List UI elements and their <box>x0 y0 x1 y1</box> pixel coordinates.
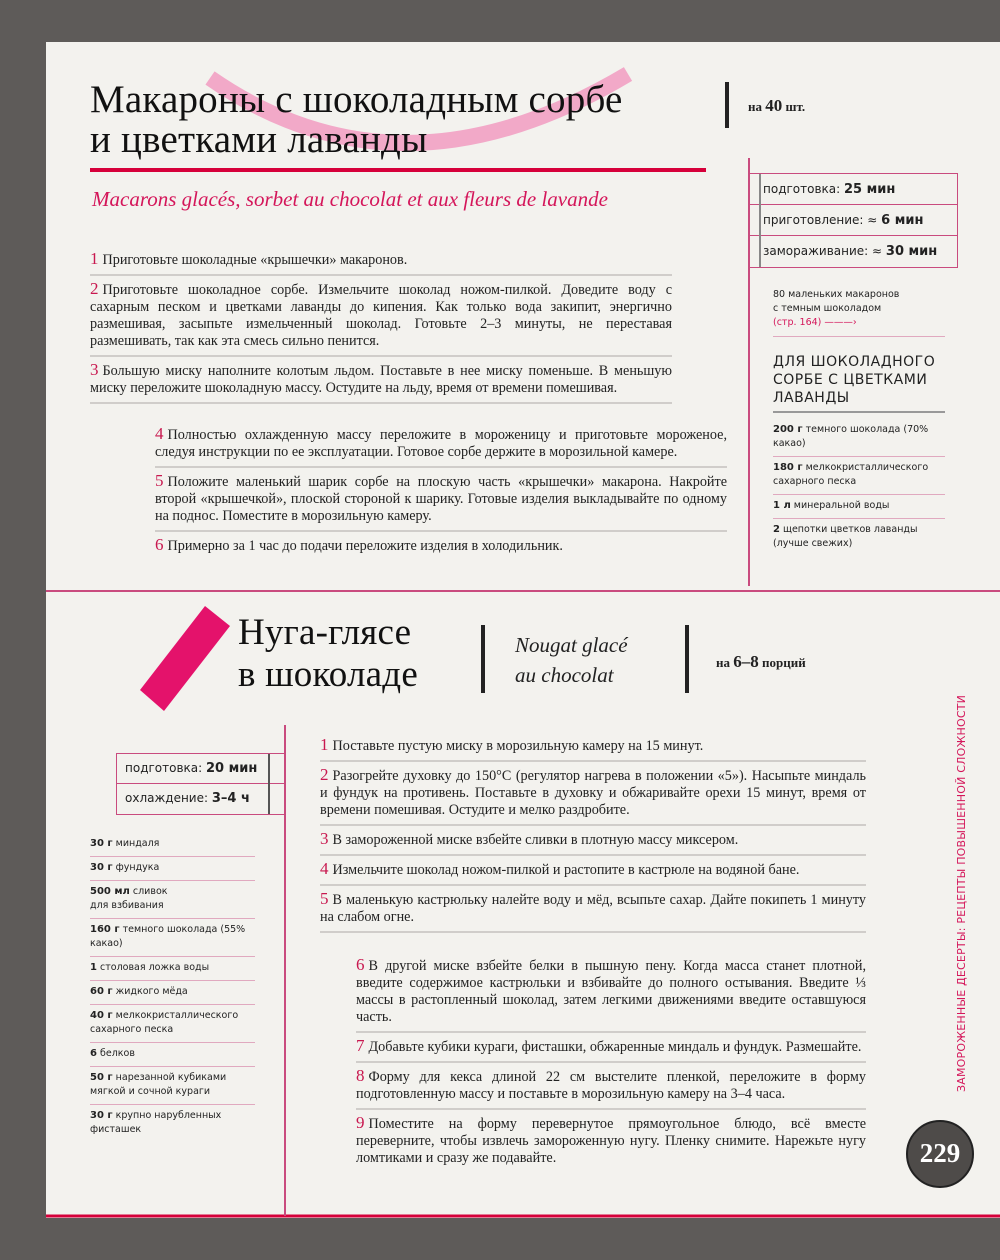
ingredient-text: столовая ложка воды <box>100 962 210 973</box>
ingredient-qty: 50 г <box>90 1072 113 1083</box>
arrow-right-icon: ———› <box>824 317 857 328</box>
step-number: 4 <box>155 424 164 443</box>
page-number: 229 <box>906 1120 974 1188</box>
time-value: 6 мин <box>881 213 924 228</box>
step <box>356 1110 866 1172</box>
step-text: Полностью охлажденную массу переложите в мороженицу и приготовьте мороженое, следуя инструкции по ее эксплуатации. Готовое сорбе держите в морозильной камере. <box>155 427 727 460</box>
step-text: Положите маленький шарик сорбе на плоскую часть «крышечки» макарона. Накройте второй «крышечкой», плоской стороной к шарику. Готовые изделия выкладывайте по одному на поднос. Поместите в морозильную камеру. <box>155 474 727 524</box>
step <box>320 732 866 762</box>
recipe2-steps-b <box>356 952 866 1172</box>
time-value: 3–4 ч <box>211 791 250 806</box>
ingredient-item <box>90 919 255 957</box>
ingredient-text: сливок для взбивания <box>90 886 168 911</box>
step-text: Добавьте кубики кураги, фисташки, обжаренные миндаль и фундук. Размешайте. <box>368 1039 862 1055</box>
recipe2-french-title <box>515 630 628 690</box>
step <box>90 276 672 357</box>
time-row <box>749 174 957 205</box>
ingredient-qty: 30 г <box>90 862 113 873</box>
title-separator <box>725 82 729 128</box>
step <box>356 1033 866 1063</box>
ingredient-item <box>90 881 255 919</box>
step <box>155 421 727 468</box>
step <box>320 856 866 886</box>
ingredient-section-title: ДЛЯ ШОКОЛАДНОГО СОРБЕ С ЦВЕТКАМИ ЛАВАНДЫ <box>773 353 945 413</box>
ingredient-item <box>90 857 255 881</box>
ingredient-item <box>773 495 945 519</box>
step-number: 8 <box>356 1066 365 1085</box>
recipe2-steps-a <box>320 732 866 933</box>
recipe1-steps-b <box>155 421 727 560</box>
ingredient-text: жидкого мёда <box>115 986 188 997</box>
time-value: 30 мин <box>885 244 938 259</box>
recipe1-yield <box>748 96 805 116</box>
step-number: 6 <box>356 955 365 974</box>
title-line: в шоколаде <box>238 654 418 695</box>
step-number: 5 <box>155 471 164 490</box>
yield-unit: порций <box>762 655 806 670</box>
step-number: 5 <box>320 889 329 908</box>
ingredient-item <box>773 519 945 556</box>
ingredient-item <box>90 1067 255 1105</box>
time-label: охлаждение: <box>125 791 209 805</box>
step-number: 1 <box>320 735 329 754</box>
ref-text: (стр. 164) <box>773 317 822 328</box>
ingredient-item <box>90 1043 255 1067</box>
ingredient-item <box>773 457 945 495</box>
ingredient-qty: 6 <box>90 1048 97 1059</box>
french-title-line: au chocolat <box>515 663 614 687</box>
recipe1-title <box>90 80 623 160</box>
running-head: ЗАМОРОЖЕННЫЕ ДЕСЕРТЫ: РЕЦЕПТЫ ПОВЫШЕННОЙ СЛОЖНОСТИ <box>955 694 968 1092</box>
ingredient-text: щепотки цветков лаванды (лучше свежих) <box>773 524 918 549</box>
ingredient-text: белков <box>100 1048 135 1059</box>
ingredient-item <box>773 419 945 457</box>
step-number: 9 <box>356 1113 365 1132</box>
step-text: Приготовьте шоколадные «крышечки» макаронов. <box>102 252 408 268</box>
ingredient-qty: 180 г <box>773 462 803 473</box>
ingredient-text: нарезанной кубиками мягкой и сочной кураги <box>90 1072 227 1097</box>
ingredient-qty: 160 г <box>90 924 120 935</box>
ingredient-text: темного шоколада (55% какао) <box>90 924 246 949</box>
step-text: В другой миске взбейте белки в пышную пену. Когда масса станет плотной, введите содержимое кастрюльки и взбивайте до полного остывания. Введите ⅓ массы в растопленный шоколад, затем легкими движениями введите оставшуюся часть. <box>356 958 866 1025</box>
ingredient-qty: 500 мл <box>90 886 130 897</box>
ingredient-text: мелкокристаллического сахарного песка <box>773 462 929 487</box>
step-number: 4 <box>320 859 329 878</box>
step-text: Измельчите шоколад ножом-пилкой и растопите в кастрюле на водяной бане. <box>332 862 800 878</box>
step-number: 7 <box>356 1036 365 1055</box>
yield-prefix: на <box>716 655 730 670</box>
step <box>320 762 866 826</box>
recipe1-french-title: Macarons glacés, sorbet au chocolat et aux fleurs de lavande <box>92 187 608 211</box>
yield-prefix: на <box>748 99 762 114</box>
ingredient-qty: 30 г <box>90 838 113 849</box>
recipe2-title <box>238 612 418 696</box>
recipe2-yield <box>716 652 806 672</box>
step <box>90 246 672 276</box>
time-value: 20 мин <box>206 761 258 776</box>
recipe1-steps-a <box>90 246 672 404</box>
time-label: подготовка: <box>763 182 841 196</box>
step <box>320 886 866 931</box>
title-rule <box>90 168 706 172</box>
step-number: 3 <box>90 360 99 379</box>
ingredient-text: крупно нарубленных фисташек <box>90 1110 222 1135</box>
base-line: 80 маленьких макаронов <box>773 289 900 300</box>
step-text: В маленькую кастрюльку налейте воду и мёд, всыпьте сахар. Дайте покипеть 1 минуту на слабом огне. <box>320 892 866 925</box>
step-text: В замороженной миске взбейте сливки в плотную массу миксером. <box>332 832 739 848</box>
title-separator <box>685 625 689 693</box>
yield-value: 6–8 <box>733 652 759 671</box>
step-number: 3 <box>320 829 329 848</box>
step-number: 2 <box>90 279 99 298</box>
step-text: Примерно за 1 час до подачи переложите изделия в холодильник. <box>167 538 563 554</box>
ingredient-text: темного шоколада (70% какао) <box>773 424 929 449</box>
time-row <box>117 754 284 784</box>
yield-unit: шт. <box>785 99 806 114</box>
times-accent-line <box>759 174 761 267</box>
step-text: Поставьте пустую миску в морозильную камеру на 15 минут. <box>332 738 704 754</box>
step-text: Разогрейте духовку до 150°C (регулятор нагрева в положении «5»). Насыпьте миндаль и фундук на противень. Поставьте в духовку и обжаривайте орехи 15 минут, время от времени помешивая. Остудите и мелко раздробите. <box>320 768 866 818</box>
step-number: 1 <box>90 249 99 268</box>
step-text: Поместите на форму перевернутое прямоугольное блюдо, всё вместе переверните, чтобы извлечь замороженную нугу. Пленку снимите. Нарежьте нугу ломтиками и сразу же подавайте. <box>356 1116 866 1166</box>
recipe1-sidebar <box>773 288 945 556</box>
ingredient-qty: 1 л <box>773 500 791 511</box>
title-separator <box>481 625 485 693</box>
ingredient-qty: 200 г <box>773 424 803 435</box>
time-row <box>749 236 957 267</box>
ingredient-qty: 30 г <box>90 1110 113 1121</box>
yield-value: 40 <box>765 96 783 115</box>
magenta-bar-decoration <box>140 606 230 711</box>
page-reference-link[interactable] <box>773 316 945 330</box>
ingredient-text: фундука <box>115 862 160 873</box>
ingredient-item <box>90 1105 255 1142</box>
ingredient-text: минеральной воды <box>793 500 890 511</box>
time-label: замораживание: ≈ <box>763 244 883 258</box>
times-accent-line <box>268 754 270 814</box>
step-text: Форму для кекса длиной 22 см выстелите пленкой, переложите в форму подготовленную массу и поставьте в морозильную камеру на 3–4 часа. <box>356 1069 866 1102</box>
ingredient-qty: 40 г <box>90 1010 113 1021</box>
step <box>90 357 672 402</box>
ingredient-item <box>90 957 255 981</box>
base-recipe <box>773 288 945 337</box>
step <box>356 1063 866 1110</box>
step-text: Большую миску наполните колотым льдом. Поставьте в нее миску поменьше. В меньшую миску переложите шоколадную массу. Остудите на льду, время от времени помешивая. <box>90 363 672 396</box>
ingredient-qty: 60 г <box>90 986 113 997</box>
recipe1-times <box>748 173 958 268</box>
time-row <box>749 205 957 236</box>
ingredient-qty: 1 <box>90 962 97 973</box>
title-line: Макароны с шоколадным сорбе <box>90 78 623 121</box>
time-row <box>117 784 284 814</box>
time-label: приготовление: ≈ <box>763 213 878 227</box>
ingredient-item <box>90 1005 255 1043</box>
ingredient-text: миндаля <box>115 838 160 849</box>
recipe2-times <box>116 753 285 815</box>
ingredient-item <box>90 833 255 857</box>
recipe2-ingredients <box>90 833 255 1142</box>
ingredient-qty: 2 <box>773 524 780 535</box>
ingredient-text: мелкокристаллического сахарного песка <box>90 1010 239 1035</box>
ingredient-item <box>90 981 255 1005</box>
time-value: 25 мин <box>844 182 896 197</box>
french-title-line: Nougat glacé <box>515 633 628 657</box>
step <box>155 468 727 532</box>
step-text: Приготовьте шоколадное сорбе. Измельчите шоколад ножом-пилкой. Доведите воду с сахарным песком и цветками лаванды до кипения. Как только вода закипит, энергично размешивая, засыпьте измельченный шоколад. Готовьте 2–3 минуты, не переставая размешивать, так как эта смесь сильно пенится. <box>90 282 672 349</box>
title-line: и цветками лаванды <box>90 118 428 161</box>
step-number: 2 <box>320 765 329 784</box>
step <box>320 826 866 856</box>
title-line: Нуга-глясе <box>238 612 412 653</box>
base-line: с темным шоколадом <box>773 303 882 314</box>
step <box>356 952 866 1033</box>
step <box>155 532 727 560</box>
time-label: подготовка: <box>125 761 203 775</box>
step-number: 6 <box>155 535 164 554</box>
